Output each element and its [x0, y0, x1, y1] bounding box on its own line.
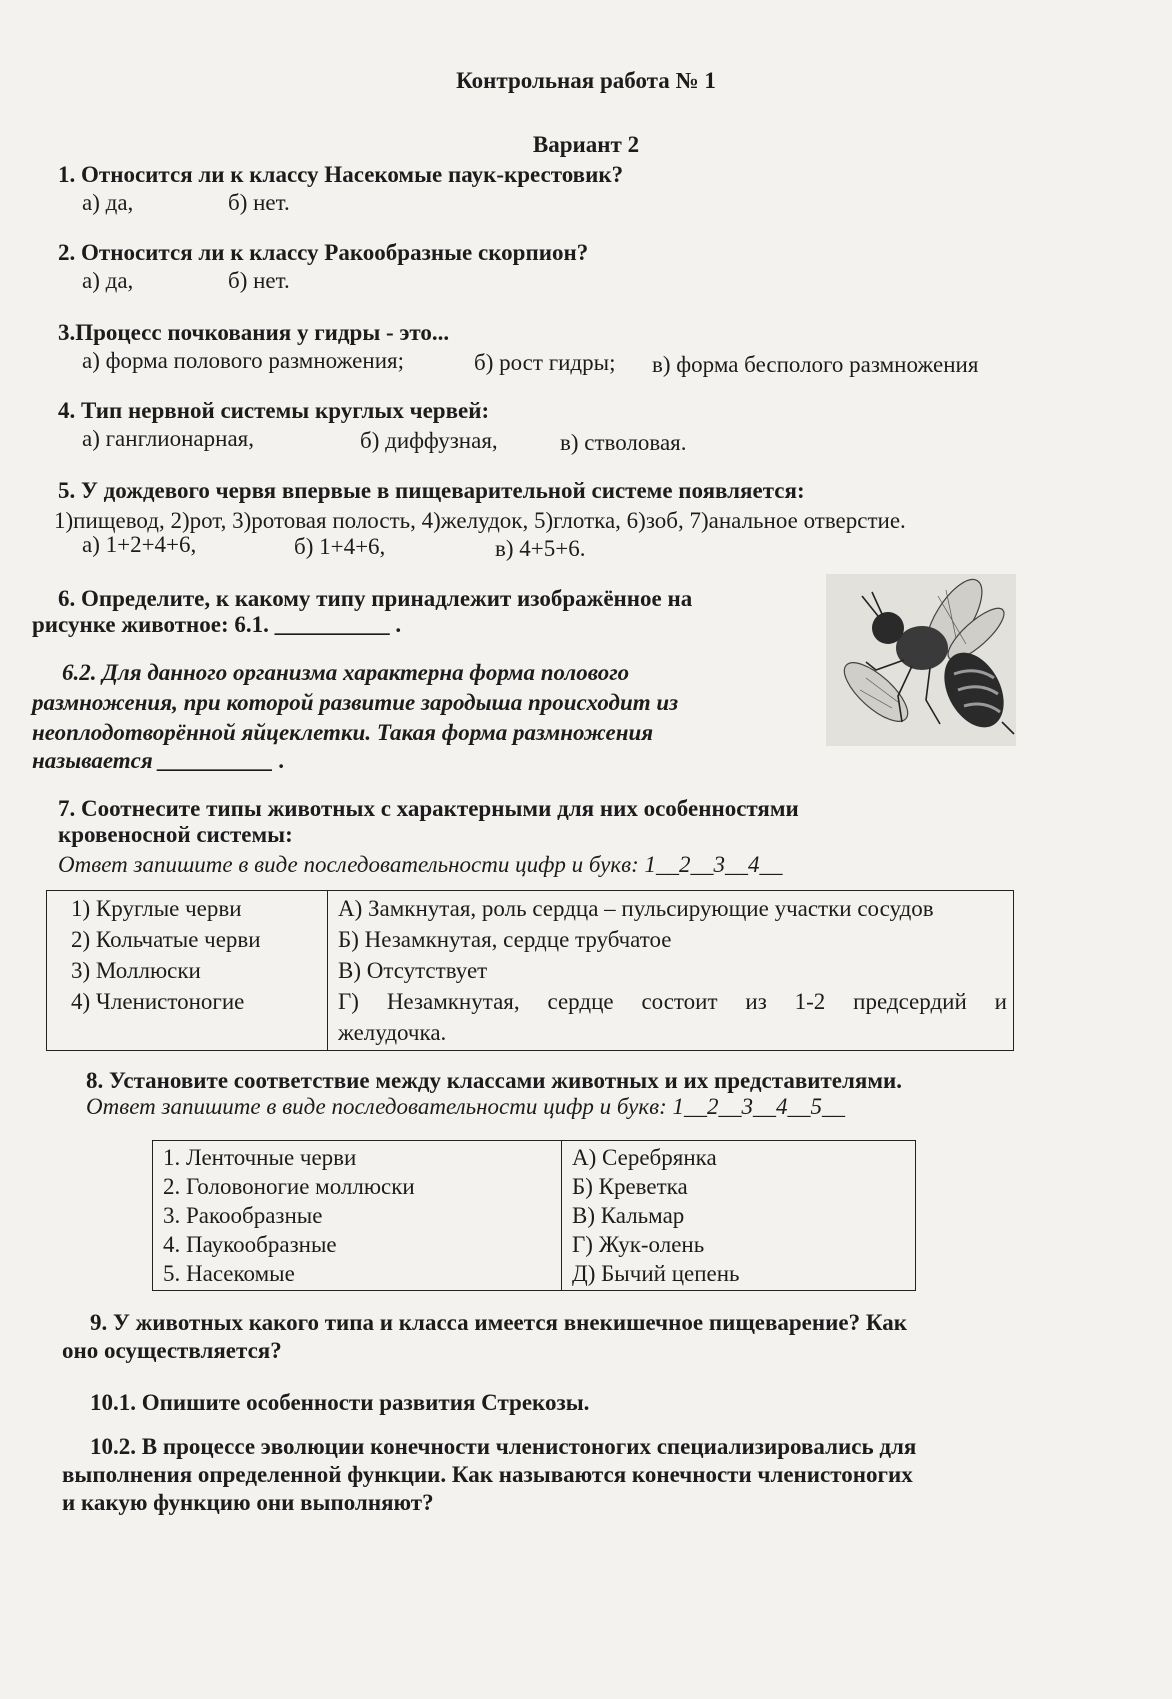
question-8-left-column [153, 1141, 562, 1291]
question-4-option-b: б) диффузная, [360, 428, 498, 453]
list-item: Б) Незамкнутая, сердце трубчатое [338, 927, 672, 952]
question-9-line-2: оно осуществляется? [62, 1338, 282, 1363]
word: Г) [338, 989, 359, 1014]
question-2: 2. Относится ли к классу Ракообразные скорпион? [58, 240, 589, 265]
question-6-line-2: рисунке животное: 6.1. __________ . [32, 612, 402, 637]
question-8: 8. Установите соответствие между классами животных и их представителями. [86, 1068, 903, 1093]
question-3-option-c: в) форма бесполого размножения [652, 352, 979, 377]
question-3-option-b: б) рост гидры; [474, 350, 616, 375]
list-item: 3) Моллюски [71, 958, 201, 983]
question-7-line-1: 7. Соотнесите типы животных с характерными для них особенностями [58, 796, 799, 821]
list-item: 4) Членистоногие [71, 989, 245, 1014]
list-item: 2) Кольчатые черви [71, 927, 261, 952]
question-1-option-a: а) да, [82, 190, 134, 215]
list-item: Б) Креветка [572, 1174, 688, 1199]
word: из [745, 989, 767, 1014]
question-7-line-2: кровеносной системы: [58, 822, 293, 847]
list-item: В) Отсутствует [338, 958, 488, 983]
question-4-option-a: а) ганглионарная, [82, 426, 254, 451]
question-2-option-b: б) нет. [228, 268, 290, 293]
word: 1-2 [794, 989, 826, 1014]
list-item: 2. Головоногие моллюски [163, 1174, 415, 1199]
question-8-right-column [562, 1141, 916, 1291]
question-7-left-column [47, 891, 328, 1051]
question-10-2-line-1: 10.2. В процессе эволюции конечности членистоногих специализировались для [90, 1434, 917, 1459]
list-item: Д) Бычий цепень [572, 1261, 740, 1286]
question-9-line-1: 9. У животных какого типа и класса имеется внекишечное пищеварение? Как [90, 1310, 907, 1335]
question-7-right-column [328, 891, 1014, 1051]
question-6-2-line-2: размножения, при которой развитие зародыша происходит из [32, 690, 679, 715]
question-6-2-line-1: 6.2. Для данного организма характерна форма полового [62, 660, 630, 685]
question-4-option-c: в) стволовая. [560, 430, 687, 455]
question-5-option-a: а) 1+2+4+6, [82, 532, 197, 557]
question-3-option-a: а) форма полового размножения; [82, 348, 404, 373]
list-item: В) Кальмар [572, 1203, 685, 1228]
bee-illustration [826, 574, 1016, 746]
question-2-option-a: а) да, [82, 268, 134, 293]
word: и [994, 989, 1007, 1014]
question-8-instruction: Ответ запишите в виде последовательности цифр и букв: 1__2__3__4__5__ [86, 1094, 846, 1119]
question-6-line-1: 6. Определите, к какому типу принадлежит изображённое на [58, 586, 693, 611]
word: предсердий [853, 989, 967, 1014]
list-item: 1) Круглые черви [71, 896, 242, 921]
table-row [47, 891, 1014, 1051]
question-10-2-line-3: и какую функцию они выполняют? [62, 1490, 434, 1515]
list-item: желудочка. [338, 1020, 447, 1045]
page-title: Контрольная работа № 1 [456, 68, 716, 93]
question-8-table [152, 1140, 916, 1291]
list-item: 5. Насекомые [163, 1261, 295, 1286]
list-item: 1. Ленточные черви [163, 1145, 357, 1170]
list-item: А) Серебрянка [572, 1145, 717, 1170]
question-10-2-line-2: выполнения определенной функции. Как называются конечности членистоногих [62, 1462, 913, 1487]
list-item: 4. Паукообразные [163, 1232, 337, 1257]
question-6-2-line-4: называется __________ . [32, 748, 285, 773]
question-5-option-c: в) 4+5+6. [495, 536, 586, 561]
question-5-option-b: б) 1+4+6, [294, 534, 386, 559]
list-item: А) Замкнутая, роль сердца – пульсирующие участки сосудов [338, 896, 934, 921]
question-7-table [46, 890, 1014, 1051]
list-item: 3. Ракообразные [163, 1203, 323, 1228]
question-5-list: 1)пищевод, 2)рот, 3)ротовая полость, 4)желудок, 5)глотка, 6)зоб, 7)анальное отверстие. [54, 508, 906, 533]
word: Незамкнутая, [386, 989, 520, 1014]
list-item [338, 986, 1007, 1017]
word: сердце [547, 989, 614, 1014]
list-item: Г) Жук-олень [572, 1232, 705, 1257]
question-6-2-line-3: неоплодотворённой яйцеклетки. Такая форма размножения [32, 720, 654, 745]
question-3: 3.Процесс почкования у гидры - это... [58, 320, 450, 345]
question-5: 5. У дождевого червя впервые в пищеварительной системе появляется: [58, 478, 805, 503]
question-1-option-b: б) нет. [228, 190, 290, 215]
table-row [153, 1141, 916, 1291]
word: состоит [641, 989, 718, 1014]
question-1: 1. Относится ли к классу Насекомые паук-крестовик? [58, 162, 624, 187]
question-4: 4. Тип нервной системы круглых червей: [58, 398, 490, 423]
question-7-instruction: Ответ запишите в виде последовательности цифр и букв: 1__2__3__4__ [58, 852, 783, 877]
question-10-1: 10.1. Опишите особенности развития Стрекозы. [90, 1390, 590, 1415]
variant-label: Вариант 2 [532, 132, 640, 157]
